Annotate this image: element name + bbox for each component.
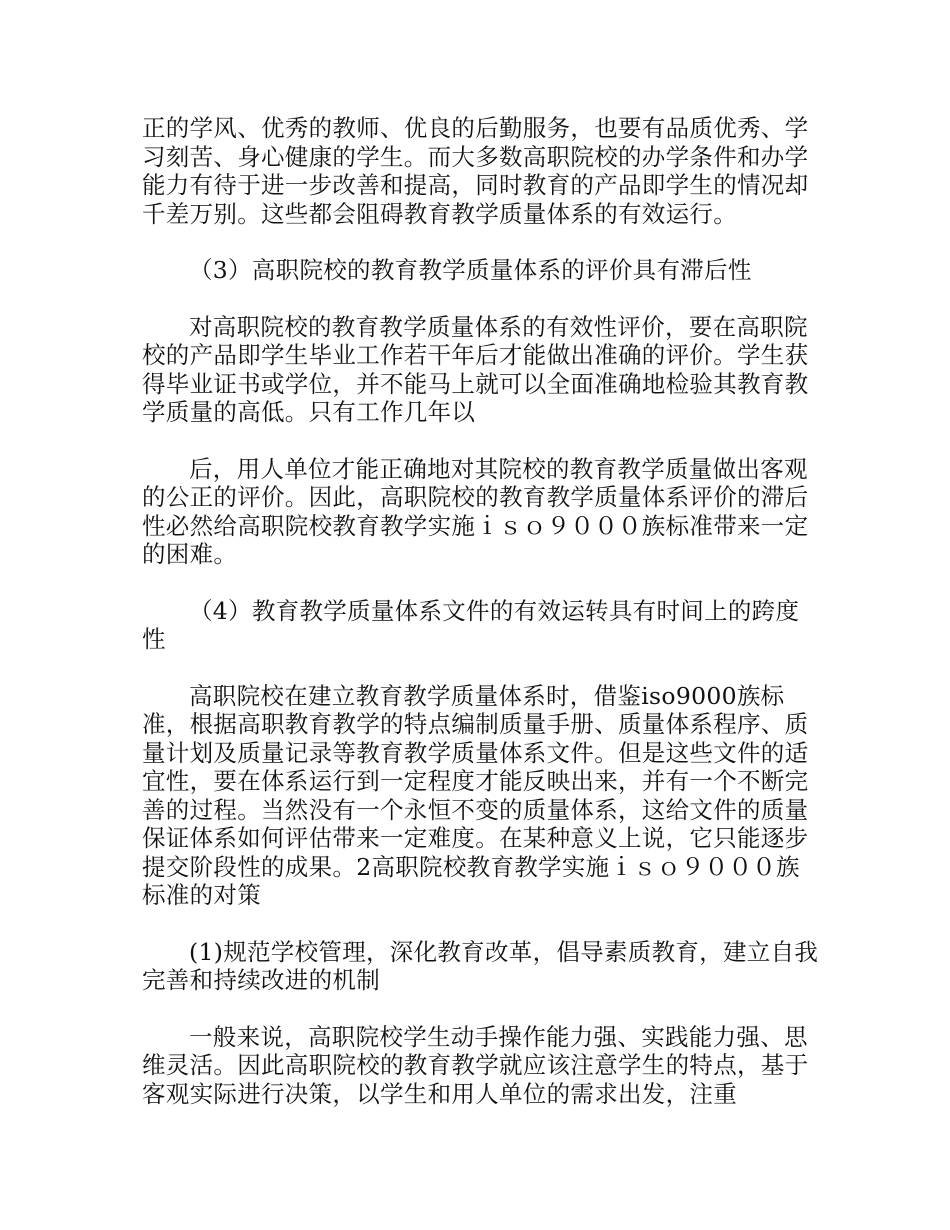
paragraph-evaluation-cont: 后，用人单位才能正确地对其院校的教育教学质量做出客观的公正的评价。因此，高职院校的教育教学质量体系评价的滞后性必然给高职院校教育教学实施ｉｓｏ９０００族标准带来一定的困难。 [142,454,809,568]
paragraph-documents: 高职院校在建立教育教学质量体系时，借鉴iso9000族标准，根据高职教育教学的特点编制质量手册、质量体系程序、质量计划及质量记录等教育教学质量体系文件。但是这些文件的适宜性，要在体系运行到一定程度才能反映出来，并有一个不断完善的过程。当然没有一个永恒不变的质量体系，这给文件的质量保证体系如何评估带来一定难度。在某种意义上说，它只能逐步提交阶段性的成果。2高职院校教育教学实施ｉｓｏ９０００族标准的对策 [142,681,809,909]
section-heading-3: （3）高职院校的教育教学质量体系的评价具有滞后性 [189,256,752,284]
document-page [142,114,822,1136]
section-heading-4: （4）教育教学质量体系文件的有效运转具有时间上的跨度性 [142,596,800,653]
section-heading-1: (1)规范学校管理，深化教育改革，倡导素质教育，建立自我完善和持续改进的机制 [142,937,819,994]
paragraph-evaluation: 对高职院校的教育教学质量体系的有效性评价，要在高职院校的产品即学生毕业工作若干年后才能做出准确的评价。学生获得毕业证书或学位，并不能马上就可以全面准确地检验其教育教学质量的高低。只有工作几年以 [142,312,809,426]
paragraph-students: 一般来说，高职院校学生动手操作能力强、实践能力强、思维灵活。因此高职院校的教育教学就应该注意学生的特点，基于客观实际进行决策，以学生和用人单位的需求出发，注重 [142,1022,809,1108]
paragraph-continuation: 正的学风、优秀的教师、优良的后勤服务，也要有品质优秀、学习刻苦、身心健康的学生。而大多数高职院校的办学条件和办学能力有待于进一步改善和提高，同时教育的产品即学生的情况却千差万别。这些都会阻碍教育教学质量体系的有效运行。 [142,114,809,228]
